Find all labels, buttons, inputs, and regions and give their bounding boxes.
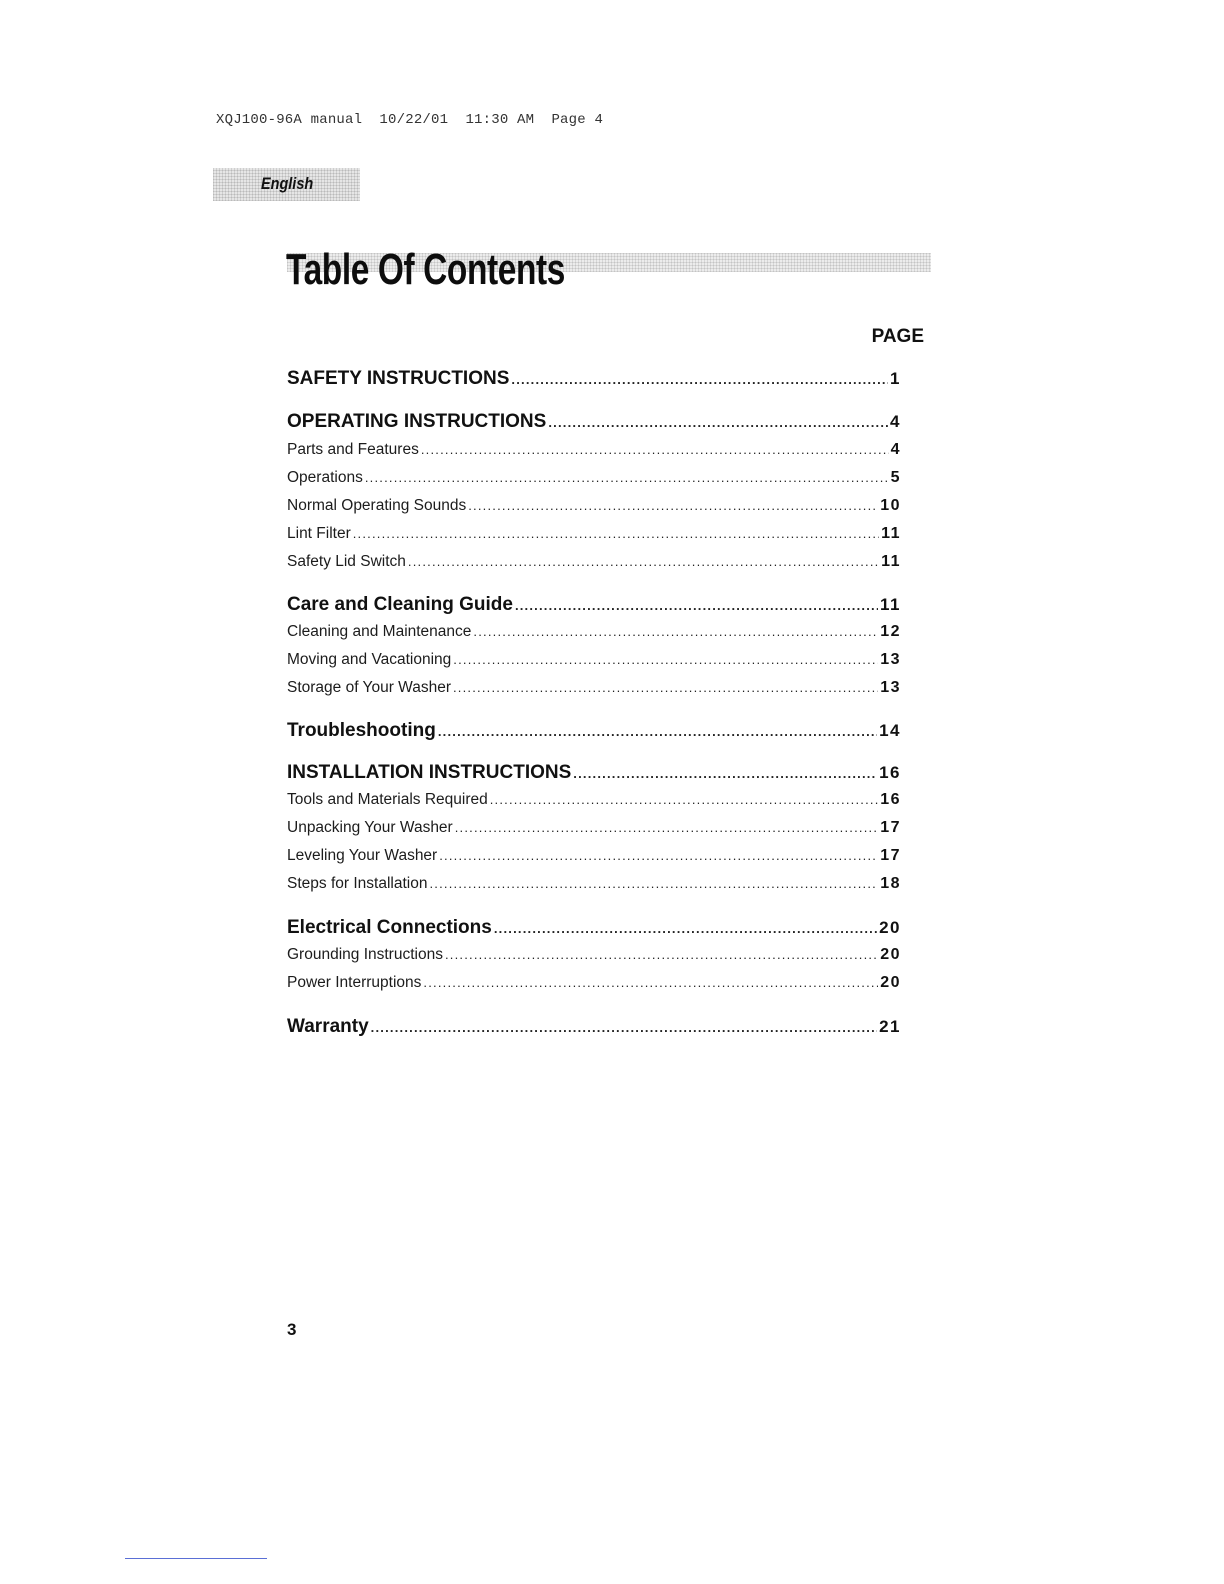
toc-entry-moving-and-vacationing[interactable] bbox=[287, 651, 901, 673]
print-header: XQJ100-96A manual 10/22/01 11:30 AM Page 4 bbox=[216, 112, 604, 128]
toc-entry-unpacking-your-washer[interactable] bbox=[287, 819, 901, 841]
dot-leader bbox=[423, 975, 878, 990]
toc-entry-label: Warranty bbox=[287, 1016, 369, 1037]
dot-leader bbox=[453, 680, 878, 695]
toc-entry-installation-instructions[interactable] bbox=[287, 762, 901, 786]
toc-entry-label: Leveling Your Washer bbox=[287, 847, 438, 864]
toc-entry-label: Parts and Features bbox=[287, 441, 419, 458]
dot-leader bbox=[490, 792, 878, 807]
toc-entry-safety-lid-switch[interactable] bbox=[287, 553, 901, 575]
toc-entry-page: 21 bbox=[879, 1017, 901, 1036]
page-title: Table Of Contents bbox=[286, 245, 566, 294]
dot-leader bbox=[421, 442, 889, 457]
dot-leader bbox=[429, 876, 878, 891]
toc-entry-tools-and-materials-required[interactable] bbox=[287, 791, 901, 813]
toc-entry-label: Steps for Installation bbox=[287, 875, 428, 892]
toc-entry-page: 5 bbox=[890, 469, 901, 486]
toc-entry-page: 18 bbox=[880, 875, 901, 892]
toc-entry-safety-instructions[interactable] bbox=[287, 368, 901, 392]
toc-entry-page: 20 bbox=[879, 918, 901, 937]
toc-entry-page: 11 bbox=[880, 595, 901, 614]
dot-leader bbox=[494, 921, 877, 936]
toc-entry-label: Grounding Instructions bbox=[287, 946, 443, 963]
dot-leader bbox=[453, 652, 878, 667]
toc-entry-label: SAFETY INSTRUCTIONS bbox=[287, 368, 510, 389]
toc-entry-cleaning-and-maintenance[interactable] bbox=[287, 623, 901, 645]
toc-entry-grounding-instructions[interactable] bbox=[287, 946, 901, 968]
toc-entry-label: Safety Lid Switch bbox=[287, 553, 406, 570]
toc-entry-page: 4 bbox=[890, 412, 901, 431]
toc-entry-page: 17 bbox=[880, 847, 901, 864]
toc-entry-label: Tools and Materials Required bbox=[287, 791, 488, 808]
toc-entry-warranty[interactable] bbox=[287, 1016, 901, 1040]
toc-entry-page: 20 bbox=[880, 946, 901, 963]
toc-entry-steps-for-installation[interactable] bbox=[287, 875, 901, 897]
language-tab-label: English bbox=[261, 174, 314, 193]
dot-leader bbox=[438, 724, 877, 739]
toc-entry-page: 11 bbox=[881, 525, 901, 542]
toc-entry-label: Electrical Connections bbox=[287, 917, 492, 938]
toc-entry-troubleshooting[interactable] bbox=[287, 720, 901, 744]
dot-leader bbox=[365, 470, 889, 485]
toc-entry-label: Unpacking Your Washer bbox=[287, 819, 453, 836]
toc-entry-label: INSTALLATION INSTRUCTIONS bbox=[287, 762, 572, 783]
toc-entry-page: 14 bbox=[879, 721, 901, 740]
toc-entry-page: 16 bbox=[879, 763, 901, 782]
toc-entry-page: 12 bbox=[880, 623, 901, 640]
toc-entry-label: Normal Operating Sounds bbox=[287, 497, 467, 514]
footer-rule bbox=[125, 1558, 267, 1559]
toc-entry-power-interruptions[interactable] bbox=[287, 974, 901, 996]
dot-leader bbox=[548, 415, 888, 430]
toc-entry-label: Cleaning and Maintenance bbox=[287, 623, 472, 640]
dot-leader bbox=[468, 498, 878, 513]
toc-entry-page: 13 bbox=[880, 651, 901, 668]
toc-entry-electrical-connections[interactable] bbox=[287, 917, 901, 941]
toc-entry-operating-instructions[interactable] bbox=[287, 411, 901, 435]
toc-entry-page: 17 bbox=[880, 819, 901, 836]
toc-entry-label: Power Interruptions bbox=[287, 974, 422, 991]
dot-leader bbox=[515, 598, 878, 613]
toc-entry-leveling-your-washer[interactable] bbox=[287, 847, 901, 869]
dot-leader bbox=[511, 372, 888, 387]
toc-entry-page: 11 bbox=[881, 553, 901, 570]
dot-leader bbox=[473, 624, 878, 639]
toc-entry-label: Storage of Your Washer bbox=[287, 679, 451, 696]
toc-entry-lint-filter[interactable] bbox=[287, 525, 901, 547]
toc-entry-page: 4 bbox=[890, 441, 901, 458]
toc-entry-parts-and-features[interactable] bbox=[287, 441, 901, 463]
dot-leader bbox=[371, 1020, 877, 1035]
toc-entry-label: Moving and Vacationing bbox=[287, 651, 452, 668]
toc-entry-label: Care and Cleaning Guide bbox=[287, 594, 513, 615]
toc-entry-page: 1 bbox=[890, 369, 901, 388]
toc-entry-page: 16 bbox=[880, 791, 901, 808]
page-number: 3 bbox=[287, 1320, 297, 1339]
language-tab bbox=[213, 168, 360, 201]
toc-entry-page: 13 bbox=[880, 679, 901, 696]
dot-leader bbox=[445, 947, 878, 962]
toc-entry-operations[interactable] bbox=[287, 469, 901, 491]
dot-leader bbox=[353, 526, 879, 541]
toc-entry-label: Troubleshooting bbox=[287, 720, 436, 741]
toc-entry-care-and-cleaning-guide[interactable] bbox=[287, 594, 901, 618]
toc-entry-label: OPERATING INSTRUCTIONS bbox=[287, 411, 547, 432]
toc-entry-storage-of-your-washer[interactable] bbox=[287, 679, 901, 701]
toc-entry-label: Lint Filter bbox=[287, 525, 351, 542]
toc-entry-page: 10 bbox=[880, 497, 901, 514]
dot-leader bbox=[439, 848, 878, 863]
dot-leader bbox=[455, 820, 878, 835]
dot-leader bbox=[573, 766, 877, 781]
page-column-label: PAGE bbox=[871, 326, 924, 347]
dot-leader bbox=[408, 554, 879, 569]
toc-entry-normal-operating-sounds[interactable] bbox=[287, 497, 901, 519]
toc-entry-label: Operations bbox=[287, 469, 363, 486]
toc-entry-page: 20 bbox=[880, 974, 901, 991]
